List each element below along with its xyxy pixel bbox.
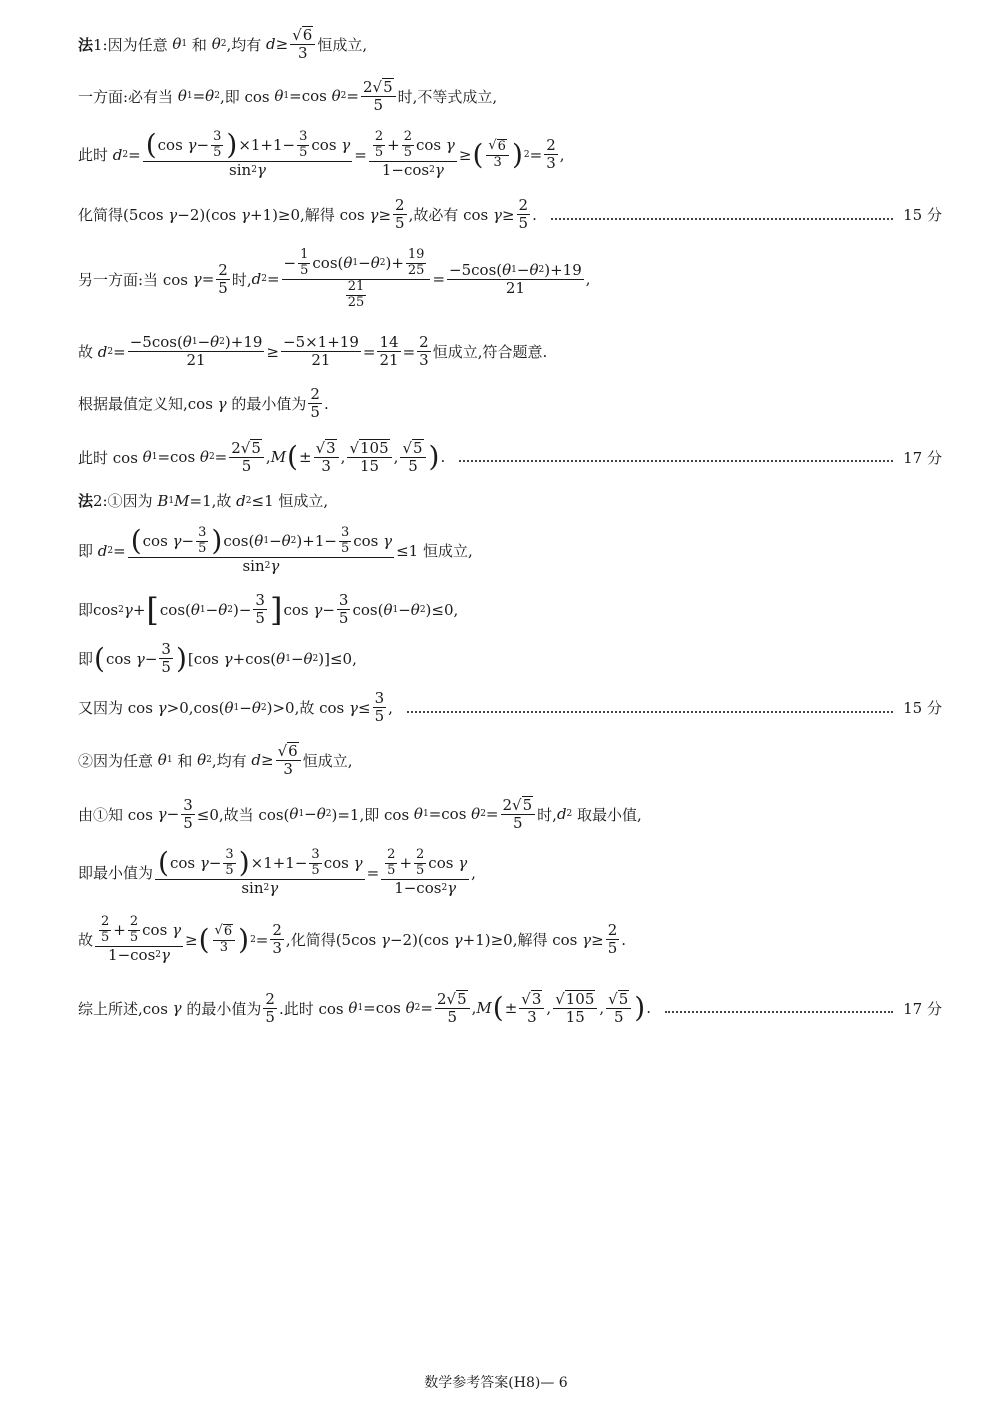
method1-line3: 此时 d 2 = ( cos γ − $\frac{3}{5}$ ) ×1+1− $\frac{3}{5}$ cos γ sin 2 γ = $\frac{2}{5}$ + $\frac{2}{5}$ cos γ 1−cos 2 γ ≥ ( √ 6 3 ) 2 = $\frac{2}{3}$ , bbox=[78, 128, 565, 179]
page-footer: 数学参考答案(H8)— 6 bbox=[424, 1375, 568, 1391]
method2-line17: 故 $\frac{2}{5}$ + $\frac{2}{5}$ cos γ 1−cos 2 γ ≥ ( √ 6 3 ) 2 = $\frac{2}{3}$ ,化简得(5cos γ −2)(cos γ +1)≥0,解得 cos γ ≥ $\frac{2}{5}$ . bbox=[78, 914, 627, 964]
method1-line4: 化简得(5cos γ −2)(cos γ +1)≥0,解得 cos γ ≥ $\frac{2}{5}$ ,故必有 cos γ ≥ $\frac{2}{5}$ . 15 分 bbox=[78, 196, 942, 233]
method-label: 法 bbox=[78, 492, 94, 510]
method2-line15: 由①知 cos γ − $\frac{3}{5}$ ≤0,故当 cos( θ 1 − θ 2 )=1,即 cos θ 1 =cos θ 2 = 2√ 5 5 时, d 2 取最小值, bbox=[78, 795, 642, 833]
method2-line18: 综上所述,cos γ 的最小值为 $\frac{2}{5}$ .此时 cos θ 1 =cos θ 2 = 2√ 5 5 , M ( ± √ 3 3 , √ 105 15 , √ 5 5 ) . 17 分 bbox=[78, 989, 942, 1027]
method2-intro: 法 2:①因为 B 1 M =1,故 d 2 ≤1 恒成立, bbox=[78, 491, 329, 510]
leader-dots bbox=[459, 460, 893, 462]
method1-line7: 根据最值定义知,cos γ 的最小值为 $\frac{2}{5}$ . bbox=[78, 385, 329, 422]
leader-dots bbox=[407, 711, 893, 713]
score-15: 15 分 bbox=[903, 206, 942, 225]
score-15: 15 分 bbox=[903, 699, 942, 718]
method1-line2: 一方面:必有当 θ 1 = θ 2 ,即 cos θ 1 =cos θ 2 = 2√ 5 5 时,不等式成立, bbox=[78, 77, 498, 115]
method2-line10: 即 d 2 = ( cos γ − $\frac{3}{5}$ ) cos( θ 1 − θ 2 )+1− $\frac{3}{5}$ cos γ sin 2 γ ≤1 恒成立, bbox=[78, 524, 473, 575]
score-17: 17 分 bbox=[903, 448, 942, 467]
method2-line11: 即cos 2 γ + [ cos( θ 1 − θ 2 )− $\frac{3}{5}$ ] cos γ − $\frac{3}{5}$ cos( θ 1 − θ 2 )≤0, bbox=[78, 590, 459, 629]
method2-line13: 又因为 cos γ >0,cos( θ 1 − θ 2 )>0,故 cos γ ≤ $\frac{3}{5}$ , 15 分 bbox=[78, 689, 942, 726]
method2-line12: 即 ( cos γ − $\frac{3}{5}$ ) [cos γ +cos( θ 1 − θ 2 )]≤0, bbox=[78, 640, 357, 677]
method-label: 法 bbox=[78, 35, 94, 54]
leader-dots bbox=[551, 218, 893, 220]
method1-line5: 另一方面:当 cos γ = $\frac{2}{5}$ 时, d 2 = − $\frac{1}{5}$ cos( θ 1 − θ 2 )+ $\frac{19}{25}$ $\frac{21}{25}$ = −5cos( θ 1 − θ 2 )+19 21 , bbox=[78, 247, 591, 310]
score-17: 17 分 bbox=[903, 999, 942, 1018]
method1-line6: 故 d 2 = −5cos( θ 1 − θ 2 )+19 21 ≥ $\frac{-5\times 1+19}{21}$ = $\frac{14}{21}$ = $\frac{2}{3}$ 恒成立,符合题意. bbox=[78, 333, 548, 370]
method2-line16: 即最小值为 ( cos γ − $\frac{3}{5}$ ) ×1+1− $\frac{3}{5}$ cos γ sin 2 γ = $\frac{2}{5}$ + $\frac{2}{5}$ cos γ 1−cos 2 γ , bbox=[78, 846, 476, 897]
method1-intro: 法 1:因为任意 θ 1 和 θ 2 ,均有 d ≥ √ 6 3 恒成立, bbox=[78, 25, 368, 63]
method1-line8: 此时 cos θ 1 =cos θ 2 = 2√ 5 5 , M ( ± √ 3 3 , √ 105 15 , √ 5 5 ) . 17 分 bbox=[78, 438, 942, 476]
leader-dots bbox=[665, 1011, 893, 1013]
method2-line14: ②因为任意 θ 1 和 θ 2 ,均有 d ≥ √ 6 3 恒成立, bbox=[78, 741, 353, 779]
